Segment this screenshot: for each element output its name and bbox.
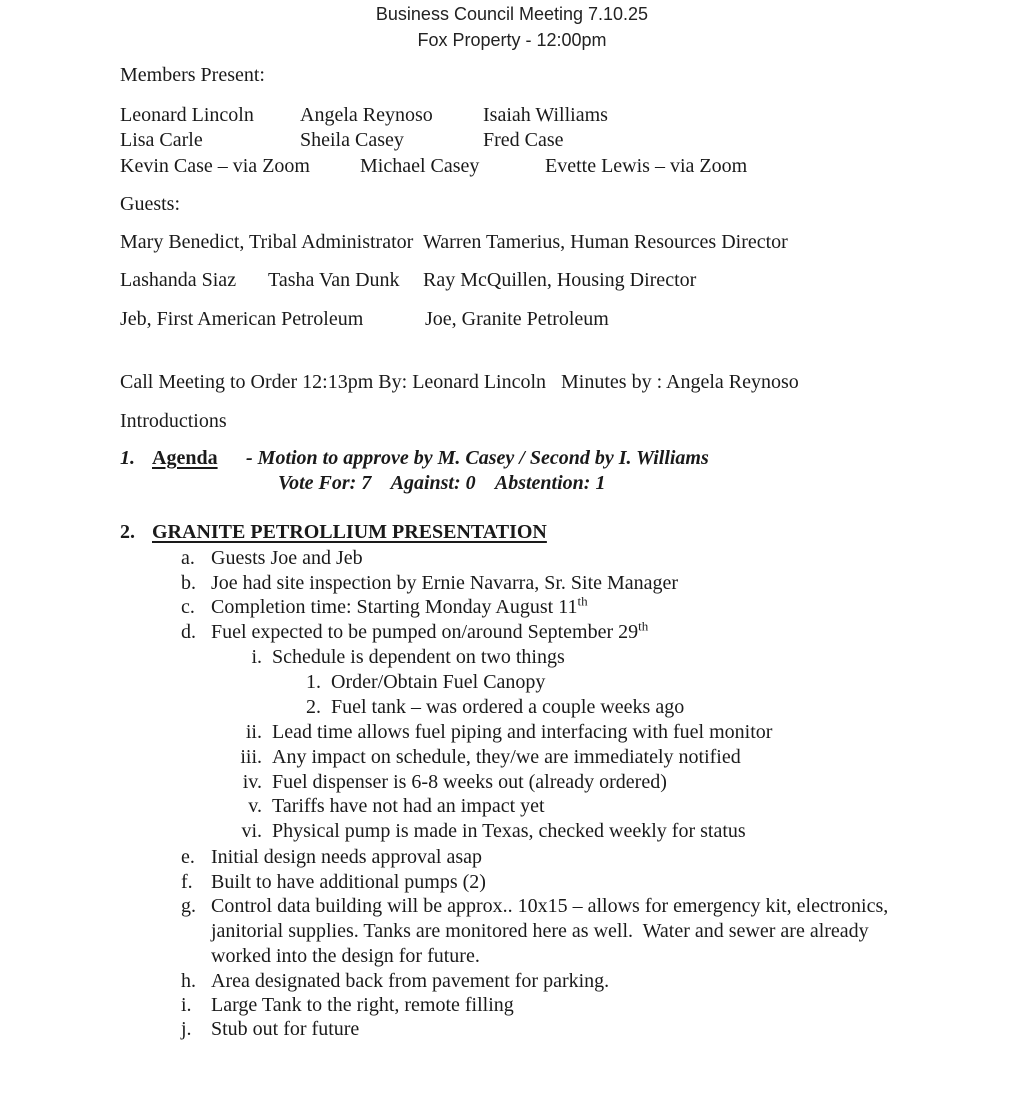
list-marker: g. [181, 895, 196, 917]
member-name: Isaiah Williams [483, 104, 608, 126]
vote-tally-text: Vote For: 7 Against: 0 Abstention: 1 [278, 472, 606, 494]
outline-item-h [0, 969, 1024, 994]
guests-label [0, 192, 1024, 217]
outline-item-iii [0, 745, 1024, 770]
guest-name: Warren Tamerius, Human Resources Director [423, 231, 788, 253]
guest-name: Tasha Van Dunk [268, 269, 400, 291]
outline-item-text: Schedule is dependent on two things [272, 646, 565, 668]
outline-item-text-main: Completion time: Starting Monday August 11 [211, 596, 578, 618]
agenda-item-number: 1. [120, 447, 135, 469]
list-marker: i. [181, 994, 192, 1016]
member-name: Kevin Case – via Zoom [120, 155, 310, 177]
outline-item-text: Order/Obtain Fuel Canopy [331, 671, 546, 693]
outline-item-i [0, 645, 1024, 670]
members-row [0, 103, 1024, 128]
list-marker: h. [181, 970, 196, 992]
presentation-heading-number: 2. [120, 521, 135, 543]
guests-row [0, 230, 1024, 255]
outline-item-1 [0, 670, 1024, 695]
outline-item-text: Large Tank to the right, remote filling [211, 994, 514, 1016]
doc-subtitle: Fox Property - 12:00pm [417, 30, 607, 50]
ordinal-superscript: th [638, 618, 649, 634]
vote-tally-line [0, 471, 1024, 496]
outline-item-2 [0, 695, 1024, 720]
list-marker: a. [181, 547, 195, 569]
outline-item-text: Tariffs have not had an impact yet [272, 795, 545, 817]
list-marker: 1. [306, 671, 321, 693]
member-name: Lisa Carle [120, 129, 203, 151]
outline-item-a [0, 546, 1024, 571]
list-marker: vi. [241, 820, 262, 842]
outline-item-i2 [0, 993, 1024, 1018]
outline-item-text [211, 595, 588, 620]
outline-item-text-main: Fuel expected to be pumped on/around September 29 [211, 621, 639, 643]
list-marker: j. [181, 1018, 192, 1040]
list-marker: d. [181, 621, 196, 643]
member-name: Fred Case [483, 129, 564, 151]
outline-item-ii [0, 720, 1024, 745]
presentation-heading-title: GRANITE PETROLLIUM PRESENTATION [152, 521, 547, 543]
outline-item-v [0, 794, 1024, 819]
member-name: Michael Casey [360, 155, 480, 177]
list-marker: ii. [245, 721, 262, 743]
list-marker: v. [248, 795, 262, 817]
outline-item-text: Fuel tank – was ordered a couple weeks ago [331, 696, 685, 718]
members-row [0, 128, 1024, 153]
outline-item-text: Any impact on schedule, they/we are immediately notified [272, 746, 741, 768]
outline-item-e [0, 845, 1024, 870]
guest-name: Jeb, First American Petroleum [120, 308, 364, 330]
outline-item-text: Lead time allows fuel piping and interfacing with fuel monitor [272, 721, 773, 743]
guest-name: Mary Benedict, Tribal Administrator [120, 231, 414, 253]
guest-name: Ray McQuillen, Housing Director [423, 269, 697, 291]
members-present-label [0, 63, 1024, 88]
call-to-order-line [0, 370, 1024, 395]
outline-item-text: Area designated back from pavement for parking. [211, 970, 610, 992]
member-name: Leonard Lincoln [120, 104, 254, 126]
guests-row [0, 307, 1024, 332]
introductions-text: Introductions [120, 410, 227, 432]
list-marker: 2. [306, 696, 321, 718]
members-row [0, 154, 1024, 179]
guests-label-text: Guests: [120, 193, 180, 215]
outline-item-c [0, 595, 1024, 620]
outline-item-g [0, 894, 1024, 969]
member-name: Evette Lewis – via Zoom [545, 155, 748, 177]
agenda-item-line [0, 446, 1024, 471]
list-marker: e. [181, 846, 195, 868]
ordinal-superscript: th [577, 593, 588, 609]
outline-item-j [0, 1017, 1024, 1042]
outline-item-text: Initial design needs approval asap [211, 846, 483, 868]
agenda-item-title: Agenda [152, 447, 218, 469]
call-to-order-text: Call Meeting to Order 12:13pm By: Leonard Lincoln Minutes by : Angela Reynoso [120, 371, 799, 393]
outline-item-iv [0, 770, 1024, 795]
outline-item-text: Stub out for future [211, 1018, 360, 1040]
presentation-heading-line [0, 520, 1024, 545]
members-present-label-text: Members Present: [120, 64, 265, 86]
doc-title: Business Council Meeting 7.10.25 [375, 4, 649, 24]
outline-item-vi [0, 819, 1024, 844]
member-name: Sheila Casey [300, 129, 404, 151]
outline-item-b [0, 571, 1024, 596]
outline-item-text: Physical pump is made in Texas, checked weekly for status [272, 820, 746, 842]
guest-name: Lashanda Siaz [120, 269, 237, 291]
introductions-line [0, 409, 1024, 434]
list-marker: iv. [242, 771, 262, 793]
outline-item-text: Fuel dispenser is 6-8 weeks out (already ordered) [272, 771, 667, 793]
outline-item-text [211, 620, 648, 645]
outline-item-f [0, 870, 1024, 895]
list-marker: b. [181, 572, 196, 594]
outline-item-d [0, 620, 1024, 645]
outline-item-text: Joe had site inspection by Ernie Navarra, Sr. Site Manager [211, 572, 679, 594]
outline-item-text: Guests Joe and Jeb [211, 547, 363, 569]
guests-row [0, 268, 1024, 293]
outline-item-text: Built to have additional pumps (2) [211, 871, 486, 893]
list-marker: f. [181, 871, 193, 893]
list-marker: i. [251, 646, 262, 668]
guest-name: Joe, Granite Petroleum [425, 308, 609, 330]
member-name: Angela Reynoso [300, 104, 433, 126]
list-marker: c. [181, 596, 195, 618]
motion-text: - Motion to approve by M. Casey / Second by I. Williams [246, 447, 709, 469]
list-marker: iii. [240, 746, 262, 768]
outline-item-text: Control data building will be approx.. 10x15 – allows for emergency kit, electronics, janitorial supplies. Tanks are monitored here as well. Water and sewer are already worked into the design for future. [211, 895, 894, 967]
